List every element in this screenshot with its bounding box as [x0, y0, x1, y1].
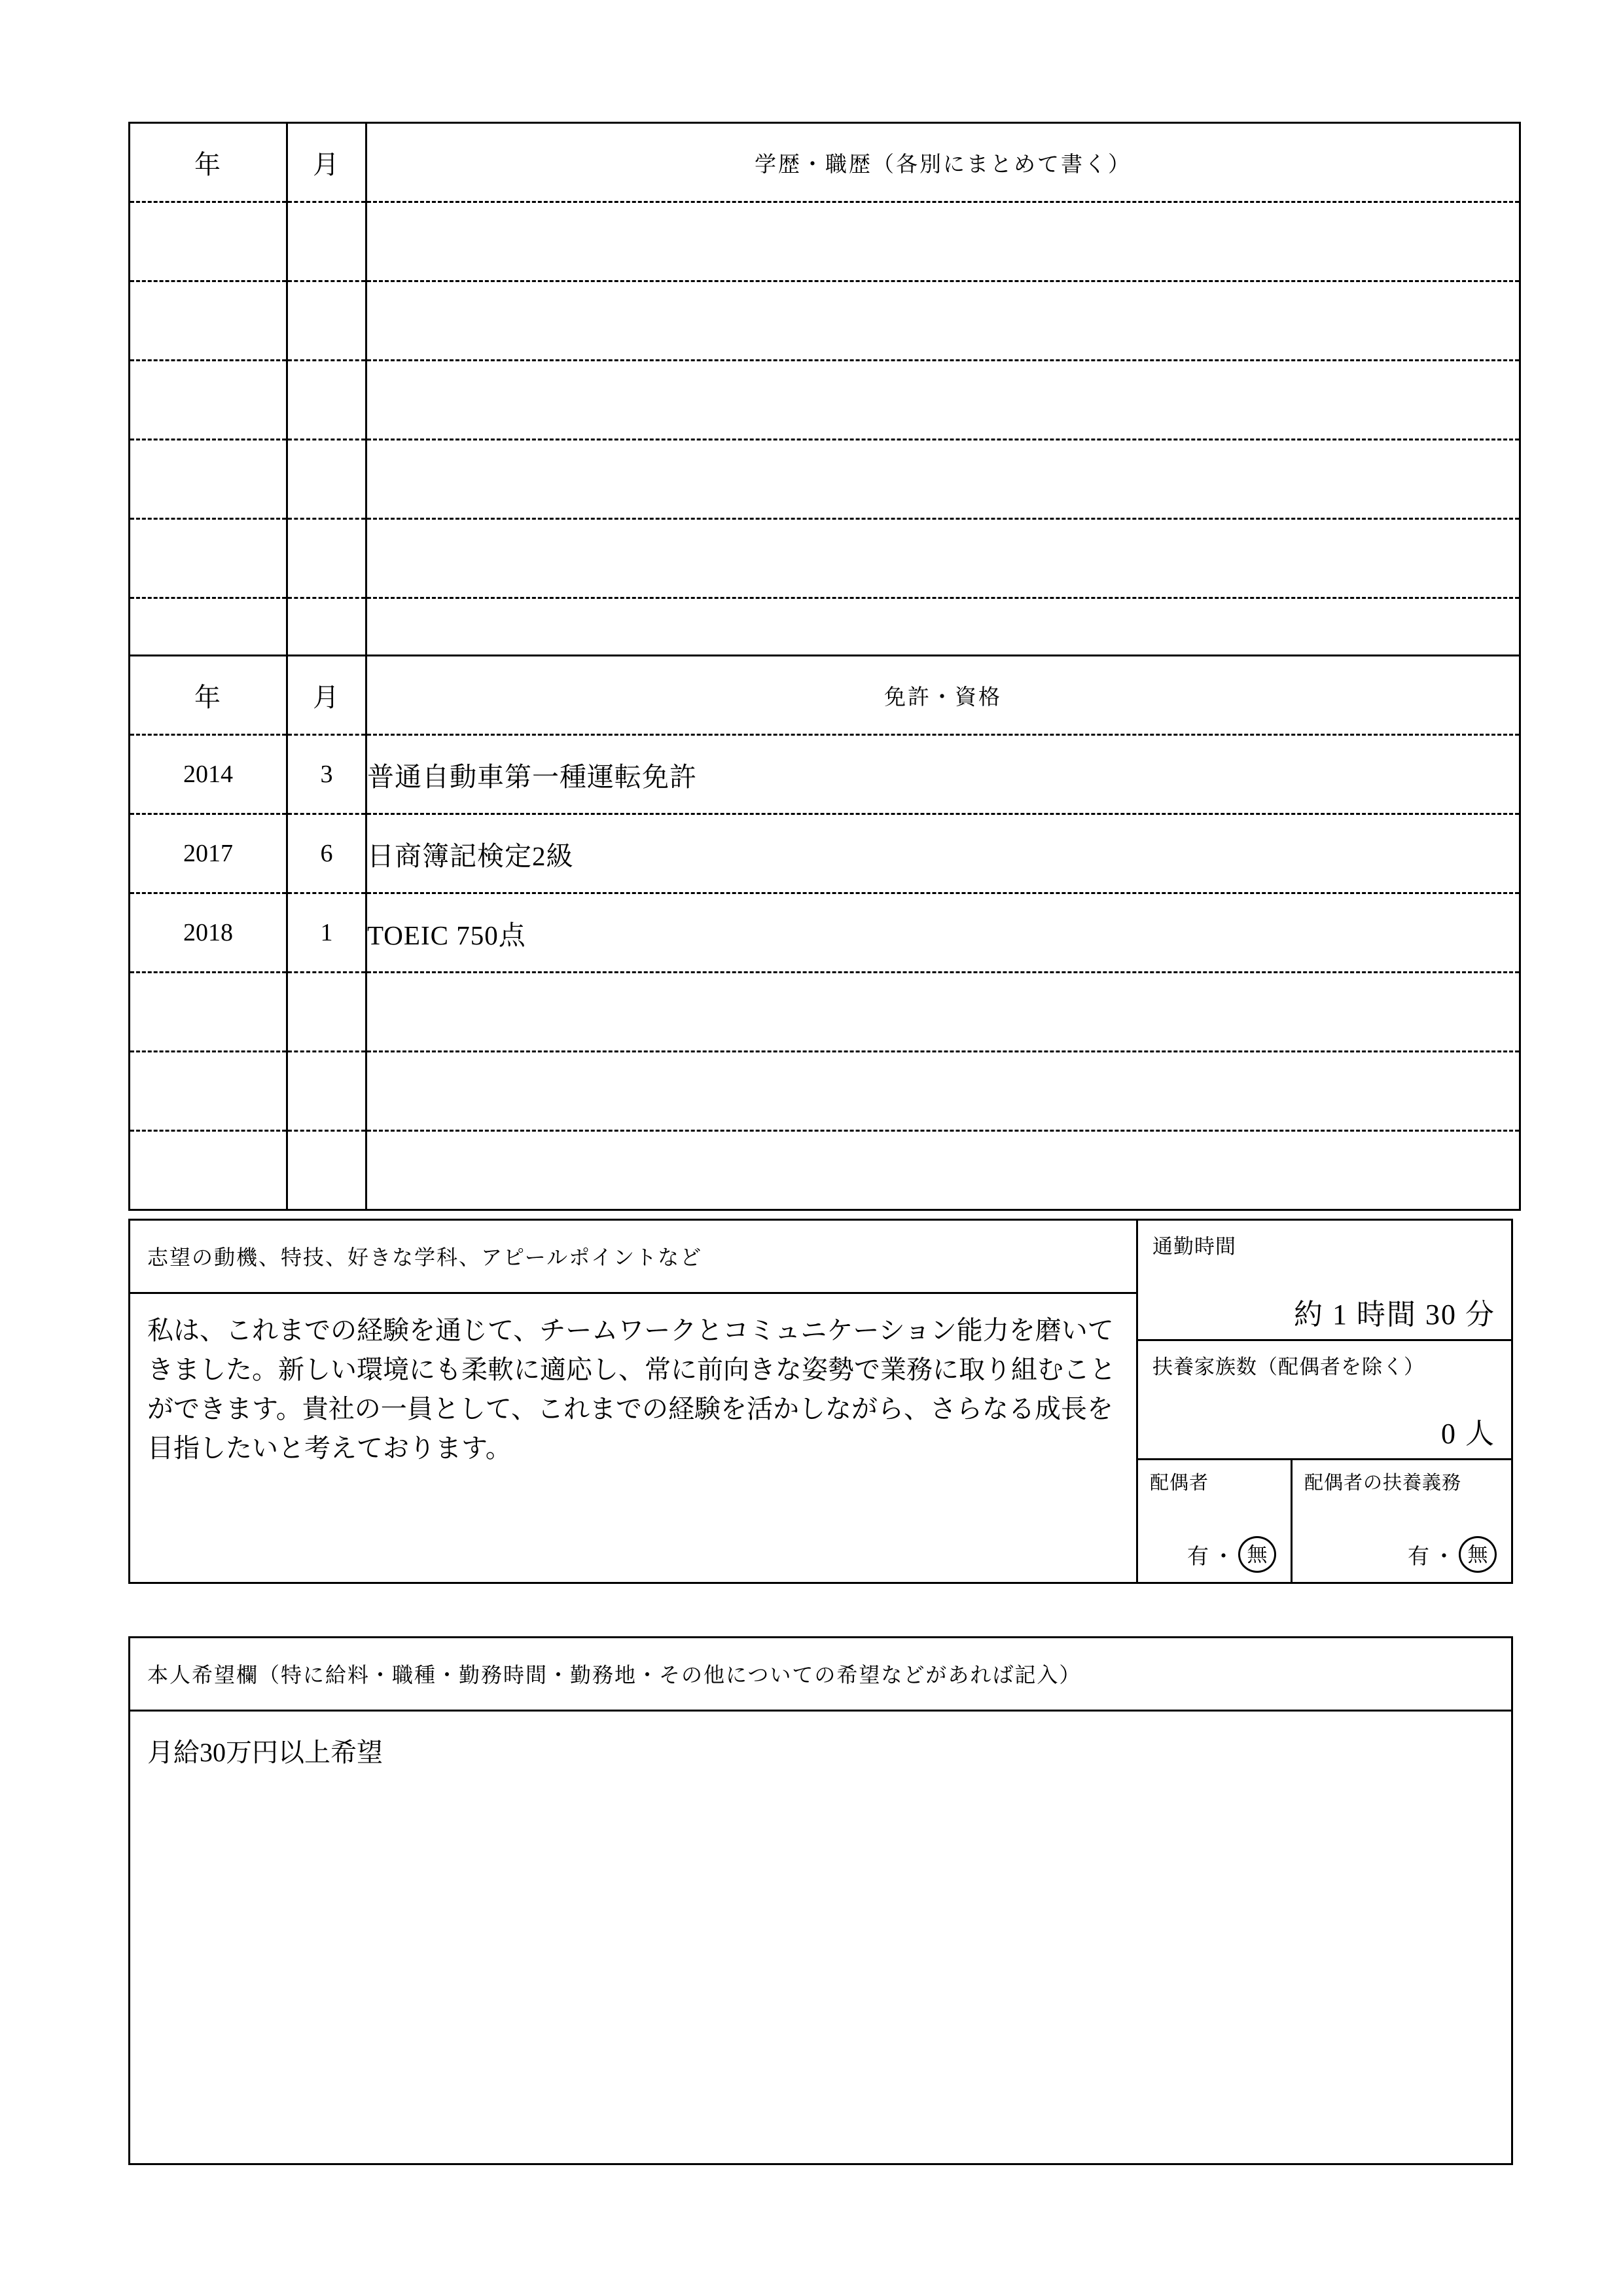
- history-row-month[interactable]: [287, 202, 366, 281]
- personal-info-pane: [1138, 1221, 1511, 1582]
- personal-request-text[interactable]: 月給30万円以上希望: [147, 1738, 383, 1767]
- license-qualification-table: [128, 655, 1521, 1211]
- history-row-text[interactable]: [366, 519, 1520, 598]
- license-row-text[interactable]: 日商簿記検定2級: [366, 814, 1520, 893]
- table-row[interactable]: [130, 440, 1520, 519]
- license-row-year[interactable]: [130, 1131, 287, 1210]
- spouse-support-option-no-selected[interactable]: 無: [1459, 1536, 1497, 1573]
- table-row[interactable]: [130, 973, 1520, 1052]
- history-row-month[interactable]: [287, 440, 366, 519]
- history-row-month[interactable]: [287, 281, 366, 361]
- history-row-text[interactable]: [366, 440, 1520, 519]
- spouse-support-choice-group[interactable]: [1408, 1536, 1497, 1573]
- license-row-month[interactable]: 3: [287, 735, 366, 814]
- license-row-month[interactable]: [287, 973, 366, 1052]
- license-header-row: [130, 656, 1520, 735]
- table-row[interactable]: [130, 1052, 1520, 1131]
- commute-time-value[interactable]: 約 1 時間 30 分: [1294, 1299, 1495, 1331]
- license-row-text[interactable]: TOEIC 750点: [366, 893, 1520, 973]
- table-row[interactable]: [130, 735, 1520, 814]
- license-header-title: 免許・資格: [884, 685, 1002, 709]
- history-row-year[interactable]: [130, 361, 287, 440]
- license-row-year[interactable]: 2018: [130, 893, 287, 973]
- motivation-label: 志望の動機、特技、好きな学科、アピールポイントなど: [130, 1221, 1136, 1294]
- spouse-option-separator: ・: [1213, 1545, 1234, 1569]
- spouse-option-no-selected[interactable]: 無: [1238, 1536, 1276, 1573]
- license-row-year[interactable]: 2017: [130, 814, 287, 893]
- table-row[interactable]: [130, 281, 1520, 361]
- table-row[interactable]: [130, 814, 1520, 893]
- license-row-month[interactable]: [287, 1131, 366, 1210]
- table-row[interactable]: [130, 519, 1520, 598]
- motivation-text[interactable]: 私は、これまでの経験を通じて、チームワークとコミュニケーション能力を磨いてきました。新しい環境にも柔軟に適応し、常に前向きな姿勢で業務に取り組むことができます。貴社の一員として、これまでの経験を活かしながら、さらなる成長を目指したいと考えております。: [147, 1316, 1116, 1463]
- history-row-month[interactable]: [287, 361, 366, 440]
- spouse-label: 配偶者: [1150, 1473, 1209, 1494]
- license-row-year[interactable]: [130, 973, 287, 1052]
- history-header-row: [130, 123, 1520, 202]
- license-header-year: 年: [130, 656, 287, 735]
- history-header-year: 年: [130, 123, 287, 202]
- history-row-month[interactable]: [287, 519, 366, 598]
- personal-request-block: [128, 1636, 1513, 2165]
- spouse-choice-group[interactable]: [1187, 1536, 1276, 1573]
- dependents-cell[interactable]: [1138, 1341, 1511, 1460]
- spouse-cell[interactable]: [1138, 1460, 1293, 1582]
- license-row-month[interactable]: [287, 1052, 366, 1131]
- commute-time-label: 通勤時間: [1152, 1235, 1236, 1258]
- license-row-year[interactable]: [130, 1052, 287, 1131]
- commute-time-cell[interactable]: [1138, 1221, 1511, 1341]
- dependents-label: 扶養家族数（配偶者を除く）: [1152, 1355, 1425, 1378]
- table-row[interactable]: [130, 1131, 1520, 1210]
- spouse-support-option-separator: ・: [1433, 1545, 1455, 1569]
- history-row-text[interactable]: [366, 281, 1520, 361]
- history-header-month: 月: [287, 123, 366, 202]
- history-row-text[interactable]: [366, 361, 1520, 440]
- motivation-pane: [130, 1221, 1138, 1582]
- history-row-year[interactable]: [130, 440, 287, 519]
- spouse-option-yes[interactable]: 有: [1187, 1545, 1209, 1569]
- history-row-text[interactable]: [366, 202, 1520, 281]
- history-header-title: 学歴・職歴（各別にまとめて書く）: [755, 152, 1132, 177]
- table-row[interactable]: [130, 202, 1520, 281]
- history-row-year[interactable]: [130, 202, 287, 281]
- license-row-text[interactable]: [366, 1131, 1520, 1210]
- spouse-support-label: 配偶者の扶養義務: [1304, 1473, 1462, 1494]
- spouse-support-cell[interactable]: [1293, 1460, 1511, 1582]
- license-row-text[interactable]: [366, 1052, 1520, 1131]
- license-row-text[interactable]: 普通自動車第一種運転免許: [366, 735, 1520, 814]
- table-row[interactable]: [130, 893, 1520, 973]
- motivation-and-personal-info-block: [128, 1219, 1513, 1584]
- license-row-text[interactable]: [366, 973, 1520, 1052]
- license-row-month[interactable]: 1: [287, 893, 366, 973]
- table-row[interactable]: [130, 361, 1520, 440]
- license-row-year[interactable]: 2014: [130, 735, 287, 814]
- history-row-year[interactable]: [130, 519, 287, 598]
- spouse-support-option-yes[interactable]: 有: [1408, 1545, 1429, 1569]
- license-header-month: 月: [287, 656, 366, 735]
- dependents-value[interactable]: 0 人: [1441, 1418, 1495, 1450]
- spouse-row: [1138, 1460, 1511, 1582]
- education-work-history-table: [128, 122, 1521, 678]
- history-row-year[interactable]: [130, 281, 287, 361]
- personal-request-label: 本人希望欄（特に給料・職種・勤務時間・勤務地・その他についての希望などがあれば記入）: [130, 1638, 1511, 1712]
- license-row-month[interactable]: 6: [287, 814, 366, 893]
